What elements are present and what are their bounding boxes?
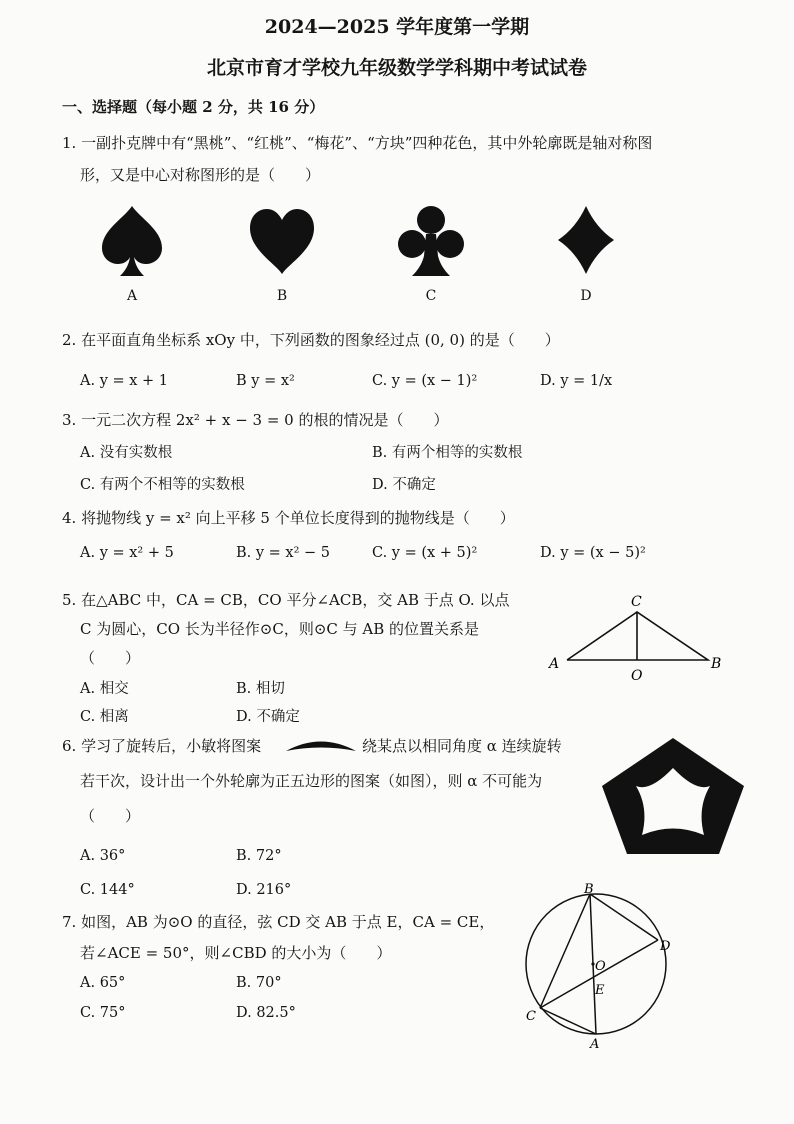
label-d: D <box>660 939 671 954</box>
q1-option-d: D <box>580 288 592 304</box>
q5-stem-line3: （ ） <box>80 649 141 667</box>
q6-option-b: B. 72° <box>236 848 282 864</box>
q1-option-c: C <box>425 288 437 304</box>
spade-icon <box>98 204 166 278</box>
q6-option-d: D. 216° <box>236 882 292 898</box>
q6-option-c: C. 144° <box>80 882 135 898</box>
q4-option-a: A. y = x² + 5 <box>80 545 174 561</box>
q5-option-d: D. 不确定 <box>236 709 300 725</box>
diamond-icon <box>556 204 616 276</box>
q7-stem-line2: 若∠ACE = 50°，则∠CBD 的大小为（ ） <box>80 944 392 962</box>
q1-option-a: A <box>126 288 138 304</box>
q3-option-c: C. 有两个不相等的实数根 <box>80 477 245 493</box>
arc-pattern-icon <box>286 734 356 756</box>
exam-year-title: 2024—2025 学年度第一学期 <box>264 16 530 38</box>
label-c: C <box>526 1009 536 1024</box>
q4-option-b: B. y = x² − 5 <box>236 545 331 561</box>
club-icon <box>396 204 466 278</box>
q6-stem-line3: （ ） <box>80 807 141 825</box>
q7-option-a: A. 65° <box>80 975 126 991</box>
section-heading: 一、选择题（每小题 2 分，共 16 分） <box>62 98 325 116</box>
q3-option-a: A. 没有实数根 <box>80 445 173 461</box>
label-a: A <box>590 1037 600 1050</box>
q7-option-d: D. 82.5° <box>236 1005 296 1021</box>
q7-option-b: B. 70° <box>236 975 282 991</box>
circle-figure <box>520 880 690 1050</box>
label-e: E <box>595 983 605 998</box>
label-o: O <box>631 668 643 684</box>
q3-option-b: B. 有两个相等的实数根 <box>372 445 523 461</box>
label-b: B <box>584 882 594 897</box>
label-a: A <box>549 656 560 672</box>
triangle-figure <box>545 590 735 690</box>
q7-option-c: C. 75° <box>80 1005 126 1021</box>
q5-option-b: B. 相切 <box>236 681 285 697</box>
q1-option-b: B <box>276 288 288 304</box>
q7-stem-line1: 7. 如图，AB 为⊙O 的直径，弦 CD 交 AB 于点 E，CA = CE， <box>62 913 495 931</box>
q6-option-a: A. 36° <box>80 848 126 864</box>
q4-stem: 4. 将抛物线 y = x² 向上平移 5 个单位长度得到的抛物线是（ ） <box>62 509 515 527</box>
q3-option-d: D. 不确定 <box>372 477 436 493</box>
q5-stem-line1: 5. 在△ABC 中，CA = CB，CO 平分∠ACB，交 AB 于点 O. 以点 <box>62 591 510 609</box>
pentagon-pattern-figure <box>598 734 748 858</box>
q2-option-c: C. y = (x − 1)² <box>372 373 478 389</box>
q5-option-c: C. 相离 <box>80 709 129 725</box>
q2-option-d: D. y = 1/x <box>540 373 613 389</box>
heart-icon <box>246 206 318 276</box>
q2-option-b: B y = x² <box>236 373 295 389</box>
q4-option-c: C. y = (x + 5)² <box>372 545 478 561</box>
label-c: C <box>631 594 642 610</box>
q5-stem-line2: C 为圆心，CO 长为半径作⊙C，则⊙C 与 AB 的位置关系是 <box>80 620 480 638</box>
q4-option-d: D. y = (x − 5)² <box>540 545 646 561</box>
q2-option-a: A. y = x + 1 <box>80 373 169 389</box>
q3-stem: 3. 一元二次方程 2x² + x − 3 = 0 的根的情况是（ ） <box>62 411 449 429</box>
q5-option-a: A. 相交 <box>80 681 129 697</box>
label-o: O <box>595 959 606 974</box>
q2-stem: 2. 在平面直角坐标系 xOy 中，下列函数的图象经过点 (0, 0) 的是（ ） <box>62 331 560 349</box>
q1-stem-line1: 1. 一副扑克牌中有“黑桃”、“红桃”、“梅花”、“方块”四种花色，其中外轮廓既是轴对称图 <box>62 134 653 152</box>
label-b: B <box>711 656 722 672</box>
q6-stem-line2: 若干次，设计出一个外轮廓为正五边形的图案（如图），则 α 不可能为 <box>80 772 543 790</box>
q6-stem-line1a: 6. 学习了旋转后，小敏将图案 <box>62 737 262 755</box>
q1-stem-line2: 形，又是中心对称图形的是（ ） <box>80 166 321 184</box>
exam-title: 北京市育才学校九年级数学学科期中考试试卷 <box>206 57 587 79</box>
q6-stem-line1b: 绕某点以相同角度 α 连续旋转 <box>362 737 562 755</box>
